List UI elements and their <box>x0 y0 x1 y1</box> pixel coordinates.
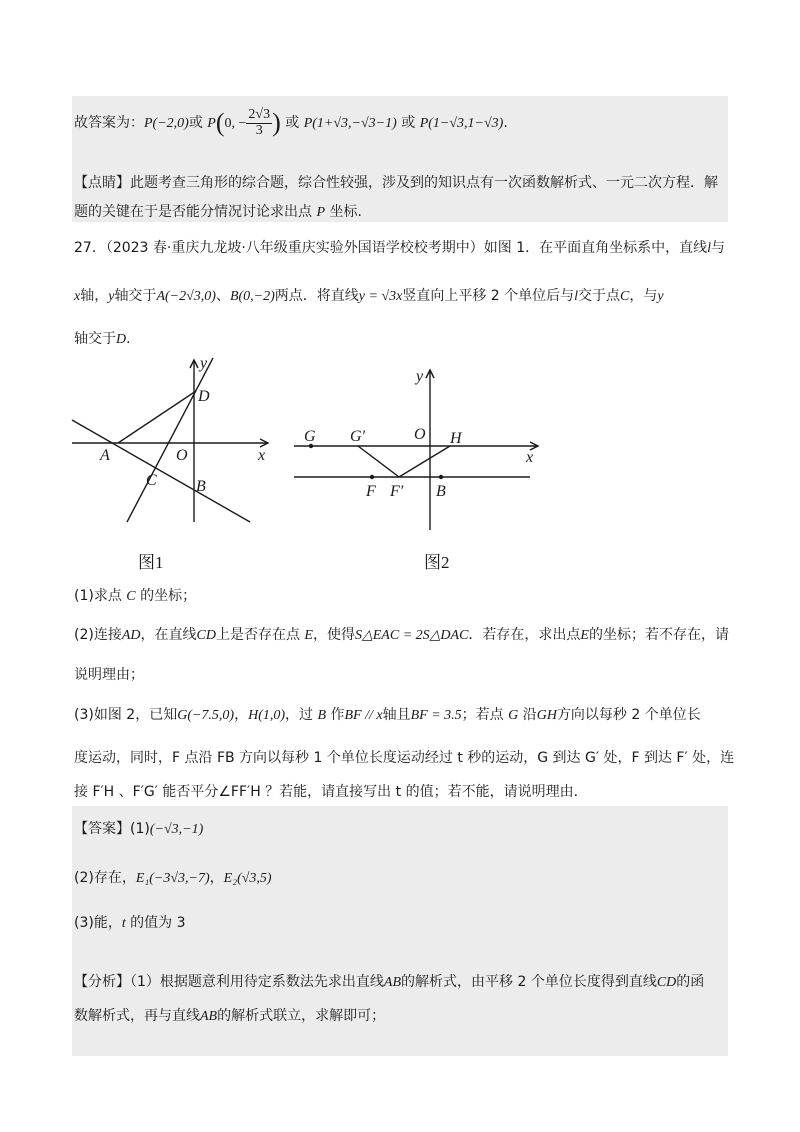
figure-1-caption: 图1 <box>138 553 164 572</box>
question-2-line-1: (2)连接AD，在直线CD上是否存在点 E，使得S△EAC = 2S△DAC．若存在，求出点E的坐标；若不存在，请 <box>74 627 729 643</box>
question-1: (1)求点 C 的坐标； <box>74 588 197 604</box>
question-3-line-3: 接 F′H 、F′G′ 能否平分∠FF′H ？若能，请直接写出 t 的值；若不能，请说明理由. <box>74 784 579 800</box>
answer-line-3: (3)能，t 的值为 3 <box>74 915 186 931</box>
fig2-label-F: F <box>366 483 376 500</box>
fig1-label-x: x <box>258 447 266 464</box>
line-AD <box>118 391 196 443</box>
point-F <box>370 475 374 479</box>
dianjing-line-1: 【点睛】此题考查三角形的综合题，综合性较强，涉及到的知识点有一次函数解析式、一元二次方程．解 <box>74 175 718 191</box>
fig1-label-O: O <box>176 447 188 464</box>
problem-line-1: 27．（2023 春·重庆九龙坡·八年级重庆实验外国语学校校考期中）如图 1．在平面直角坐标系中，直线l与 <box>74 240 726 256</box>
line-l <box>72 420 250 522</box>
problem-line-2: x轴，y轴交于A(−2√3,0)、B(0,−2)两点．将直线y = √3x竖直向上平移 2 个单位后与l交于点C，与y <box>74 288 664 304</box>
point-B <box>439 475 443 479</box>
fig2-label-y: y <box>416 368 424 385</box>
figure-2 <box>290 362 540 532</box>
segment-Gp-Fp <box>358 446 399 477</box>
fig2-label-x: x <box>526 449 534 466</box>
fig2-label-Fp: F′ <box>390 483 404 500</box>
fig2-label-O: O <box>414 426 426 443</box>
answer-line-2: (2)存在，E₁(−3√3,−7)，E₂(√3,5) <box>74 870 272 886</box>
point-p4: P(1−√3,1−√3) <box>419 116 504 132</box>
answer-line-1: 【答案】(1)(−√3,−1) <box>74 821 204 837</box>
question-2-line-2: 说明理由； <box>74 667 144 683</box>
analysis-line-1: 【分析】（1）根据题意利用待定系数法先求出直线AB的解析式，由平移 2 个单位长度得到直线CD的函 <box>74 974 705 990</box>
fig2-label-Gp: G′ <box>350 428 366 445</box>
segment-Fp-H <box>399 446 450 477</box>
fig2-label-H: H <box>450 430 462 447</box>
question-3-line-2: 度运动，同时，F 点沿 FB 方向以每秒 1 个单位长度运动经过 t 秒的运动，G 到达 G′ 处，F 到达 F′ 处，连 <box>74 750 735 766</box>
point-p1: P(−2,0) <box>144 116 189 132</box>
fig2-label-G: G <box>304 428 316 445</box>
problem-line-3: 轴交于D． <box>74 331 141 347</box>
figure-2-caption: 图2 <box>424 553 450 572</box>
figure-1 <box>70 352 280 532</box>
fig1-label-C: C <box>146 472 157 489</box>
final-answer-line: 故答案为：P(−2,0)或 P(0, − $\frac{2√3}{3}$ ) 或 P(1+√3,−√3−1) 或 P(1−√3,1−√3). <box>74 107 508 138</box>
question-3-line-1: (3)如图 2，已知G(−7.5,0)，H(1,0)，过 B 作BF // x轴且BF = 3.5；若点 G 沿GH方向以每秒 2 个单位长 <box>74 707 701 723</box>
fig1-label-B: B <box>196 478 206 495</box>
line-CD <box>127 358 213 522</box>
fraction: $\frac{2√3}{3}$ <box>248 107 271 138</box>
fig1-label-D: D <box>198 388 210 405</box>
fig2-label-B: B <box>436 483 446 500</box>
fig1-label-y: y <box>200 355 208 372</box>
fig1-label-A: A <box>100 447 110 464</box>
dianjing-line-2: 题的关键在于是否能分情况讨论求出点 P 坐标. <box>74 204 362 220</box>
analysis-line-2: 数解析式，再与直线AB的解析式联立，求解即可； <box>74 1008 386 1024</box>
point-p3: P(1+√3,−√3−1) <box>303 116 397 132</box>
